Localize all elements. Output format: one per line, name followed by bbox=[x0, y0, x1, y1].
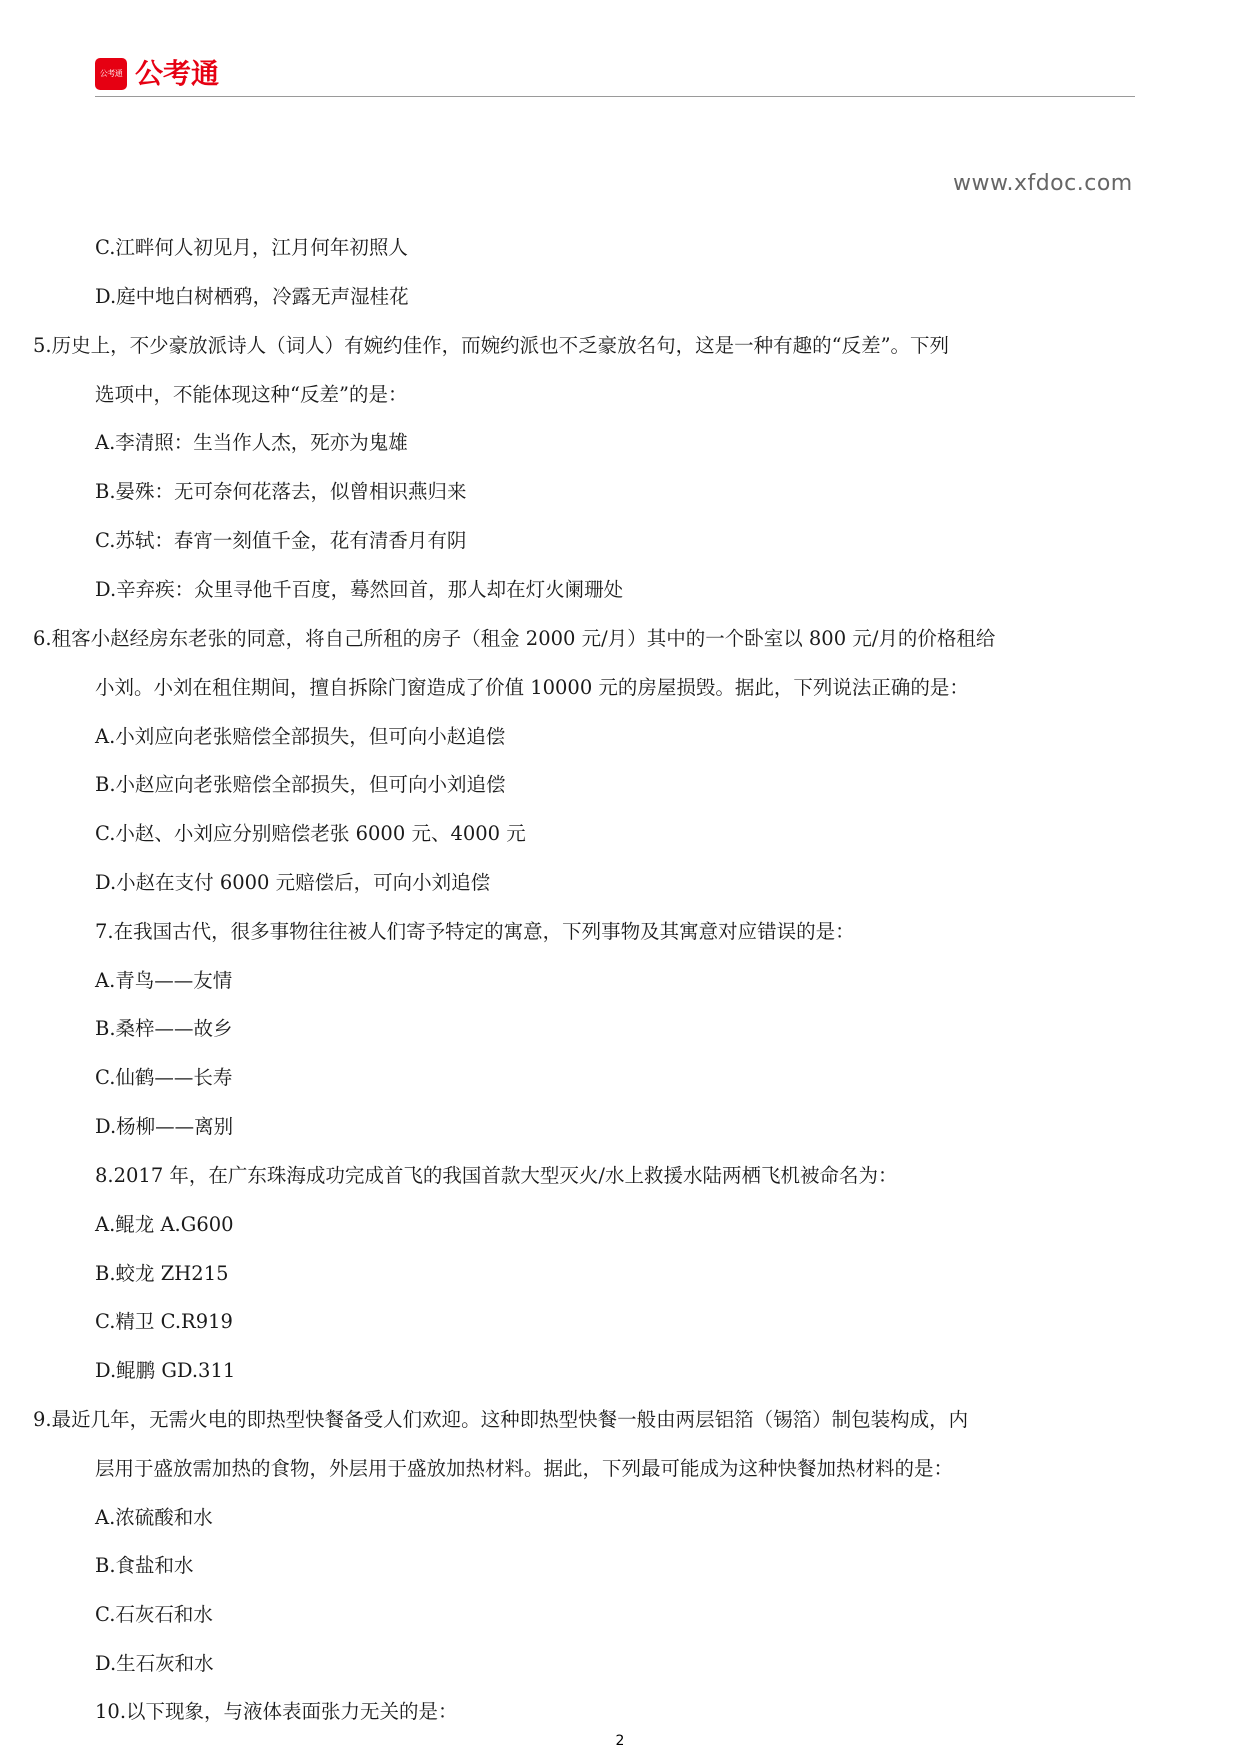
option-line: A.鲲龙 A.G600 bbox=[95, 1213, 234, 1236]
page-header bbox=[95, 58, 1135, 98]
option-line: B.小赵应向老张赔偿全部损失，但可向小刘追偿 bbox=[95, 773, 506, 796]
header-divider bbox=[95, 96, 1135, 97]
option-line: A.浓硫酸和水 bbox=[95, 1506, 213, 1529]
option-line: C.石灰石和水 bbox=[95, 1603, 213, 1626]
question-line: 层用于盛放需加热的食物，外层用于盛放加热材料。据此，下列最可能成为这种快餐加热材料的是： bbox=[95, 1457, 954, 1480]
logo-icon: 公考通 bbox=[95, 58, 127, 90]
logo-text: 公考通 bbox=[135, 57, 220, 90]
watermark-url: www.xfdoc.com bbox=[953, 171, 1133, 196]
option-line: D.杨柳——离别 bbox=[95, 1115, 234, 1138]
option-line: B.桑梓——故乡 bbox=[95, 1017, 233, 1040]
question-line: 5.历史上，不少豪放派诗人（词人）有婉约佳作，而婉约派也不乏豪放名句，这是一种有趣的“反差”。下列 bbox=[33, 334, 950, 357]
question-line: 选项中，不能体现这种“反差”的是： bbox=[95, 383, 408, 406]
option-line: B.食盐和水 bbox=[95, 1554, 194, 1577]
option-line: C.小赵、小刘应分别赔偿老张 6000 元、4000 元 bbox=[95, 822, 526, 845]
option-line: A.青鸟——友情 bbox=[95, 969, 233, 992]
question-line: 8.2017 年，在广东珠海成功完成首飞的我国首款大型灭火/水上救援水陆两栖飞机被命名为： bbox=[95, 1164, 898, 1187]
option-line: C.江畔何人初见月，江月何年初照人 bbox=[95, 236, 408, 259]
option-line: B.晏殊：无可奈何花落去，似曾相识燕归来 bbox=[95, 480, 467, 503]
option-line: D.鲲鹏 GD.311 bbox=[95, 1359, 236, 1382]
option-line: D.辛弃疾：众里寻他千百度，蓦然回首，那人却在灯火阑珊处 bbox=[95, 578, 624, 601]
option-line: D.生石灰和水 bbox=[95, 1652, 214, 1675]
question-line: 9.最近几年，无需火电的即热型快餐备受人们欢迎。这种即热型快餐一般由两层铝箔（锡箔）制包装构成，内 bbox=[33, 1408, 969, 1431]
question-line: 小刘。小刘在租住期间，擅自拆除门窗造成了价值 10000 元的房屋损毁。据此，下列说法正确的是： bbox=[95, 676, 969, 699]
page-number: 2 bbox=[615, 1733, 625, 1749]
option-line: C.精卫 C.R919 bbox=[95, 1310, 233, 1333]
question-line: 7.在我国古代，很多事物往往被人们寄予特定的寓意，下列事物及其寓意对应错误的是： bbox=[95, 920, 855, 943]
option-line: C.苏轼：春宵一刻值千金，花有清香月有阴 bbox=[95, 529, 467, 552]
option-line: A.小刘应向老张赔偿全部损失，但可向小赵追偿 bbox=[95, 725, 506, 748]
option-line: A.李清照：生当作人杰，死亦为鬼雄 bbox=[95, 431, 408, 454]
option-line: C.仙鹤——长寿 bbox=[95, 1066, 233, 1089]
question-line: 10.以下现象，与液体表面张力无关的是： bbox=[95, 1700, 458, 1723]
option-line: D.小赵在支付 6000 元赔偿后，可向小刘追偿 bbox=[95, 871, 491, 894]
option-line: B.蛟龙 ZH215 bbox=[95, 1262, 229, 1285]
question-line: 6.租客小赵经房东老张的同意，将自己所租的房子（租金 2000 元/月）其中的一个卧室以 800 元/月的价格租给 bbox=[33, 627, 996, 650]
option-line: D.庭中地白树栖鸦，冷露无声湿桂花 bbox=[95, 285, 409, 308]
